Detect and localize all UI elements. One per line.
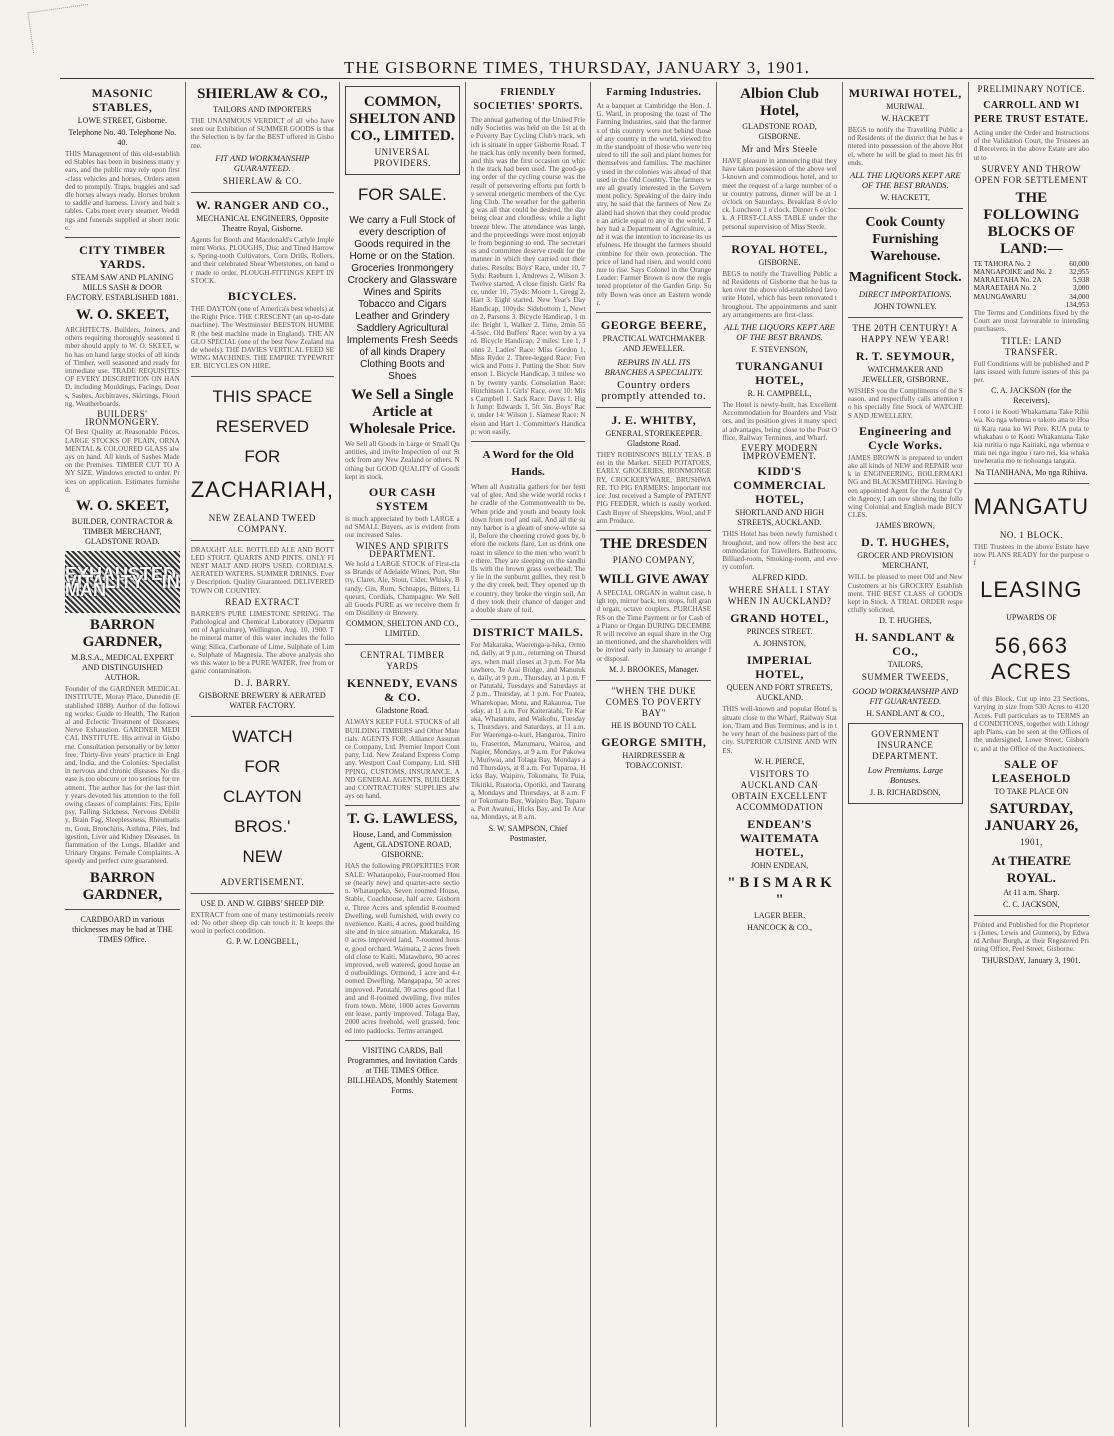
- sale-of-leasehold: SALE OF LEASEHOLD: [991, 756, 1071, 785]
- summer-tweeds: SUMMER TWEEDS,: [861, 672, 949, 683]
- sandlant-sub: TAILORS,: [887, 660, 923, 670]
- filler-text: THE Trustees in the above Estate have now PLANS READY for the purpose of: [973, 542, 1090, 568]
- city-timber-yards-heading: CITY TIMBER YARDS.: [79, 243, 166, 272]
- separator: [345, 1040, 460, 1041]
- happy-new-year: THE 20TH CENTURY! A HAPPY NEW YEAR!: [852, 323, 959, 345]
- universal-providers: UNIVERSAL PROVIDERS.: [373, 147, 431, 168]
- filler-text: Agents for Booth and Macdonald's Carlyle Implement Works. PLOUGHS, Disc and Tined Harrows, Spring-tooth Cultivators, Corn Drills, Rollers, and their celebrated Shear Whetstones, on hand or made to order. PLOUGH-FITTINGS KEPT IN STOCK.: [190, 235, 334, 285]
- tianihana-signature: Na TIANIHANA, Mo nga Rihiiva.: [975, 467, 1088, 477]
- muriwai-heading: MURIWAI HOTEL,: [848, 86, 962, 100]
- filler-text: EXTRACT from one of many testimonials received: No other sheep dip can touch it. It keeps the wool in perfect condition.: [190, 910, 334, 935]
- barron-gardner-sub: M.B.S.A., MEDICAL EXPERT AND DISTINGUISHED AUTHOR.: [71, 653, 174, 683]
- separator: [471, 441, 586, 442]
- column-1: [60, 82, 186, 1427]
- filler-text: BEGS to notify the Travelling Public and Residents of the district that he has entered into possession of the above Hotel, where he will be glad to meet his friends.: [847, 126, 963, 167]
- pierce-signature: W. H. PIERCE,: [754, 756, 805, 766]
- old-hands-heading: A Word for the Old Hands.: [482, 448, 574, 478]
- filler-text: We hold a LARGE STOCK of First-class Brands of Adelaide Wines, Port, Sherry, Claret, Ale, Stout, Cider, Whisky, Brandy, Gin, Rum, Schnapps, Bitters, Liqueurs, Cordials, Champagne. We Sell all Goods PURE as we receive them from Distillery or Brewery.: [344, 560, 460, 618]
- filler-text: BEGS to notify the Travelling Public and Residents of Gisborne that he has taken over the above old-established favourite Hotel, which has been renovated throughout. The appointments and sanitary arrangements are first-class.: [722, 269, 837, 319]
- filler-text: Of Best Quality at Reasonable Prices. LARGE STOCKS OF PLAIN, ORNAMENTAL & COLOURED GLASS always on hand. All kinds of Sashes Made on the Premises. TIMBER CUT TO ANY SIZE. Windows erected to order. Prices on application. Estimates furnished.: [65, 428, 180, 494]
- muriwai-sub: MURIWAI.: [886, 102, 925, 111]
- dresden-heading: THE DRESDEN: [600, 535, 708, 552]
- repairs-speciality: REPAIRS IN ALL ITS BRANCHES A SPECIALITY.: [604, 357, 703, 378]
- jackson-signature-2: C. C. JACKSON,: [1003, 899, 1060, 909]
- skeet-heading: W. O. SKEET,: [75, 307, 169, 324]
- filler-text: Founder of the GARDNER MEDICAL INSTITUTE, Moray Place, Dunedin (Established 1888). Author of the following works: Guide to Health, The Rational and Eclectic Treatment of Diseases, Nerve Exhaustion. GARDNER MEDICAL INSTITUTE. His arrival in Gisborne. Consultation personally or by letter free. Thirty-five years' practice in England, India, and the Colonies. Specialist in nervous and chronic diseases. No disease is too obscure or too serious for treatment. The author has for the last thirty years devoted his attention to the following classes of complaints: Fits, Epilepsy, Falling Sickness, Nervous Debility, Brain Fag, Sleeplessness, Rheumatism, Gout, Bronchitis, Asthma, Piles, Indigestion, Liver and Kidney Diseases. Inflammation of the Lungs, Bladder and Urinary Organs. Female Complaints. A speedy and perfect cure guaranteed.: [65, 685, 180, 866]
- filler-text: A SPECIAL ORGAN in walnut case, high top, mirror back, ten stops, full grand organ, octave couplers. PURCHASERS on the Time Payment or for Cash of a Piano or Organ DURING DECEMBER will receive an equal share in the Organ mentioned, and the shareholders will be invited early in January to arrange for disposal.: [596, 588, 712, 663]
- johnston-signature: A. JOHNSTON,: [753, 639, 807, 649]
- ranger-sub: MECHANICAL ENGINEERS, Opposite Theatre Royal, Gisborne.: [196, 213, 329, 233]
- jackson-signature-1: C. A. JACKSON (for the Receivers).: [991, 386, 1072, 406]
- sampson-signature: S. W. SAMPSON, Chief Postmaster.: [488, 823, 568, 843]
- filler-text: HAVE pleasure in announcing that they have taken possession of the above well-known and commodious hotel, and to meet the request of a large number of our country patrons, dinner will be at 1 o'clock on Saturdays. Breakfast 8 o'clock. Luncheon 1 o'clock. Dinner 6 o'clock. A FIRST-CLASS TABLE under the personal supervision of Miss Steele.: [722, 157, 837, 231]
- upwards-of: UPWARDS OF: [1006, 613, 1057, 623]
- sale-time: At 11 a.m. Sharp.: [1003, 887, 1060, 897]
- new-word: NEW: [242, 846, 283, 866]
- torn-corner: [27, 4, 93, 53]
- shierlaw-sub: TAILORS AND IMPORTERS: [213, 105, 312, 114]
- filler-text: THEY ROBINSON'S BILLY TEAS. Best in the Market. SEED POTATOES, EARLY. GROCERIES, IRONMONGERY, CROCKERYWARE, BRUSHWARE. TO PIG FARMERS: Important notice. Just received a Sample of PATENT PIG FEEDER, which is easily worked. Cash Buyer of Sheepskins, Wool, and Farm Produce.: [596, 451, 712, 525]
- separator: [974, 915, 1089, 916]
- brown-signature: JAMES BROWN,: [875, 521, 935, 531]
- filler-text: The Terms and Conditions fixed by the Court are most favourable to intending purchasers.: [973, 309, 1090, 334]
- common-shelton-signature: COMMON, SHELTON AND CO., LIMITED.: [346, 619, 459, 639]
- magnificent-stock: Magnificent Stock.: [848, 270, 962, 286]
- separator: [596, 680, 711, 681]
- royal-hotel-sub: GISBORNE.: [758, 257, 801, 267]
- sheep-dip: USE D. AND W. GIBBS' SHEEP DIP.: [200, 898, 325, 908]
- filler-text: THE UNANIMOUS VERDICT of all who have seen our Exhibition of SUMMER GOODS is that the Selection is by far the BEST offered in Gisborne.: [190, 117, 334, 150]
- stock-list: We carry a Full Stock of every description of Goods required in the Home or on the Station. Groceries Ironmongery Crockery and Glassware Wines and Spirits Tobacco and Cigars Leather and Grindery Saddlery Agricultural Implements Fresh Seeds of all kinds Drapery Clothing Boots and Shoes: [346, 215, 458, 382]
- imperial-hotel-heading: IMPERIAL HOTEL,: [746, 653, 813, 682]
- preliminary-notice: PRELIMINARY NOTICE.: [977, 84, 1086, 94]
- column-7: [843, 82, 969, 1427]
- acreage-heading: 56,663 ACRES: [990, 633, 1072, 685]
- filler-text: For Makaraka, Waerenga-a-hika, Ormond, daily, at 9 p.m., returning on Thursdays, when mail closes at 3 p.m. For Matawhero, Te Arai Bridge, and Manutuke, daily, at 9 p.m., Thursday, at 1 p.m. For Patutahi, Tuesdays and Saturdays at 2 p.m., Thursday, at 1 p.m. For Puatea, Wharekopae, Motu, and Rakauroa, Tuesday, at 11 a.m. For Kaiteratahi, Te Karaka, Whatatutu, and Waikohu, Tuesdays, Thursdays, and Saturdays, at 11 a.m. For Waerenga-o-kuri, Hangaroa, Tiniroto, Fraserton, Marumaru, Wairoa, and Napier, Mondays, at 9 a.m. For Pakowai, Muriwai, and Tolaga Bay, Mondays and Thursdays, at 8 a.m. For Tuparoa, Hicks Bay, Waipiro, Tokomaru, Te Puia, Tikitiki, Ruatoria, Opotiki, and Tauranga, Mondays and Thursdays, at 8 a.m. For Tokomaru Bay, Waipiro Bay, Tuparoa, Port Awanui, Hicks Bay, and Te Araroa, Mondays, at 8 a.m.: [470, 641, 586, 822]
- filler-text: of this Block. Cut up into 23 Sections, varying in size from 530 Acres to 4120 Acres. Full particulars as to TERMS and CONDITIONS, together with Lithograph Plans, can be seen at the Offices of the undersigned, Lowe Street, Gisborne, and at the Office of the Auctioneers.: [973, 695, 1090, 753]
- watch-word: WATCH: [232, 726, 293, 746]
- masthead-rule: [60, 78, 1094, 79]
- separator: [722, 236, 837, 237]
- filler-text: THIS Hotel has been newly furnished throughout, and now offers the best accommodation for Travellers. Bathrooms, Billiard-room, Smoking-room, and every comfort.: [722, 530, 837, 572]
- filler-text: WISHES you the Compliments of the Season, and respectfully calls attention to his specially fine Stock of WATCHES AND JEWELLERY.: [847, 387, 963, 420]
- filler-text: Full Conditions will be published and Plans issued with future issues of this paper.: [973, 359, 1090, 385]
- following-blocks: THE FOLLOWING BLOCKS OF LAND:—: [983, 189, 1080, 257]
- separator: [974, 483, 1089, 484]
- zachariah-heading: ZACHARIAH,: [190, 476, 334, 502]
- george-smith-heading: GEORGE SMITH,: [601, 734, 707, 749]
- every-modern-improvement: EVERY MODERN IMPROVEMENT.: [741, 443, 818, 462]
- separator: [471, 619, 586, 620]
- shierlaw-heading: SHIERLAW & CO.,: [197, 86, 328, 102]
- separator: [596, 530, 711, 531]
- skeet-heading-2: W. O. SKEET,: [75, 498, 169, 515]
- whitby-sub: GENERAL STOREKEEPER. Gladstone Road.: [605, 429, 703, 449]
- fit-guarantee: FIT AND WORKMANSHIP GUARANTEED.: [215, 152, 310, 173]
- column-8: [969, 82, 1094, 1427]
- separator: [848, 208, 963, 209]
- endean-signature: JOHN ENDEAN,: [750, 860, 809, 870]
- albion-club-heading: Albion Club Hotel,: [740, 86, 819, 119]
- george-smith-sub: HAIRDRESSER & TOBACCONIST.: [622, 750, 686, 770]
- mangatu-heading: MANGATU: [973, 493, 1090, 519]
- engineering-heading: Engineering and Cycle Works.: [859, 423, 952, 452]
- insurance-box: [848, 723, 963, 804]
- separator: [191, 540, 334, 541]
- george-beere-heading: GEORGE BEERE,: [600, 318, 707, 333]
- visiting-cards: VISITING CARDS, Ball Programmes, and Invitation Cards at THE TIMES Office. BILLHEADS, Monthly Statement Forms.: [347, 1045, 458, 1095]
- sandlant-heading: H. SANDLANT & CO.,: [854, 630, 956, 659]
- richardson-signature: J. B. RICHARDSON,: [870, 788, 941, 798]
- campbell-signature: R. H. CAMPBELL,: [747, 389, 812, 399]
- bismark-heading: " B I S M A R K ": [727, 874, 832, 908]
- columns: [60, 82, 1094, 1427]
- hughes-heading: D. T. HUGHES,: [861, 535, 950, 550]
- reserved-line-2: RESERVED: [215, 416, 309, 436]
- leasing-heading: LEASING: [980, 577, 1083, 603]
- filler-text: THE DAYTON (one of America's best wheels) at the Right Price. THE CRESCENT (an up-to-date machine). The Westminster BEESTON HUMBER (the best machine made in England). THE ANGLO SPECIAL (one of the best New Zealand made wheels). THE DAVIES VERTICAL FEED SEWING MACHINES. THE EMPIRE TYPEWRITER. BICYCLES ON HIRE.: [190, 305, 334, 371]
- country-orders: Country orders promptly attended to.: [601, 379, 707, 403]
- hughes-sub: GROCER AND PROVISION MERCHANT,: [857, 551, 954, 571]
- block-row: TE TAHORA No. 2 60,000: [973, 259, 1090, 268]
- cook-county-heading: Cook County Furnishing Warehouse.: [865, 215, 946, 265]
- albion-club-sub: GLADSTONE ROAD, GISBORNE.: [742, 122, 817, 141]
- separator: [191, 376, 334, 377]
- district-mails-heading: DISTRICT MAILS.: [472, 625, 584, 640]
- reserved-line-1: THIS SPACE: [212, 386, 313, 406]
- separator: [345, 805, 460, 806]
- turanganui-heading: TURANGANUI HOTEL,: [735, 359, 824, 388]
- carroll-heading: CARROLL AND WI PERE TRUST ESTATE.: [974, 100, 1089, 125]
- masonic-stables-sub: LOWE STREET, Gisborne.: [77, 116, 167, 125]
- builders-ironmongery: BUILDERS' IRONMONGERY.: [85, 409, 160, 428]
- bound-to-call: HE IS BOUND TO CALL: [611, 720, 697, 730]
- city-timber-sub: STEAM SAW AND PLANING MILLS SASH & DOOR FACTORY. ESTABLISHED 1881.: [66, 273, 179, 303]
- filler-text: At a banquet at Cambridge the Hon. J. G. Ward, in proposing the toast of The Farming Industries, said that the farmers of this country were not behind those of any country in the world, viewed from the standpoint of those who were required to till the soil and plant homes for themselves and families. The machinery used in the colonies was ahead of that used in the Old Country. The farmers were all greatly interested in the Government policy. Speaking of the dairy industry, he said that the farmers of New Zealand had shown that they could produce an article equal to any in the world. They had a Department of Agriculture, and it was the intention to increase its usefulness. He thought the farmers should combine for their own protection. The price of land had risen, and would continue to rise. Says Colonel in the Orange Leader: Farmer Brown is now the registered proprietor of the Garden Grip. Surely Bown was once an Eastern wonder.: [596, 102, 712, 307]
- kidd-signature: ALFRED KIDD.: [752, 573, 808, 583]
- imperial-hotel-sub: QUEEN AND FORT STREETS, AUCKLAND.: [726, 683, 833, 703]
- whitby-heading: J. E. WHITBY,: [611, 413, 697, 428]
- visitors-to-auckland: VISITORS TO AUCKLAND CAN OBTAIN EXCELLENT ACCOMMODATION: [731, 768, 828, 812]
- filler-text: THIS Management of this old-established Stables has been in business many years, and the public may rely upon first-class vehicles and horses. Orders attended to promptly. Traps, buggies and saddle horses always ready. Horses broken to saddle and harness. Livery and bait stables. Cabs meet every steamer. Weddings and funerals supplied at short notice.: [65, 150, 180, 232]
- column-2: [186, 82, 340, 1427]
- column-6: [717, 82, 843, 1427]
- seymour-sub: WATCHMAKER AND JEWELLER, GISBORNE.: [862, 365, 949, 385]
- filler-text: I roto i te Kooti Whakamana Take Rihiiwa. Ko nga whenua e takoto ana te Hoani Kara raua ko Wi Pere. KUA puta te whakahau o te Kooti Whakamana Take kia ruritia o nga Kaitiaki, nga whenua e mau nei nga ingoa i raro nei, kia whakatuwheratia mo te nohoanga tangata.: [973, 408, 1090, 466]
- hancock-signature: HANCOCK & CO.,: [747, 922, 812, 932]
- block-row: MARAETAHA No. 2 3,000: [973, 284, 1090, 293]
- separator: [191, 716, 334, 717]
- filler-text: THIS well-known and popular Hotel is situate close to the Wharf, Railway Station, Tram and Bus Terminus, and is in the very heart of the business part of the city. SUPERIOR CUISINE AND WINES.: [722, 705, 837, 755]
- common-shelton-heading: COMMON, SHELTON AND CO., LIMITED.: [349, 94, 456, 144]
- brookes-signature: M. J. BROOKES, Manager.: [609, 664, 699, 674]
- separator: [191, 893, 334, 894]
- tweed-company: NEW ZEALAND TWEED COMPANY.: [208, 512, 316, 534]
- duke-quote: "WHEN THE DUKE COMES TO POVERTY BAY": [605, 685, 702, 718]
- separator: [65, 909, 180, 910]
- filler-text: WILL be pleased to meet Old and New Customers at his GROCERY Establishment. THE BEST CLASS of GOODS kept in Stock. A TRIAL ORDER respectfully solicited.: [847, 573, 963, 615]
- lawless-heading: T. G. LAWLESS,: [347, 811, 458, 828]
- skeet-sub: BUILDER, CONTRACTOR & TIMBER MERCHANT, GLADSTONE ROAD.: [71, 517, 173, 547]
- kidds-heading: KIDD'S COMMERCIAL HOTEL,: [733, 464, 826, 507]
- best-brands-notice-2: ALL THE LIQUORS KEPT ARE OF THE BEST BRANDS.: [850, 170, 961, 191]
- filler-text: When all Australia gathers for her festival of glee, And she wide world rocks the cradle of the Commonwealth to be, When pride and youth and beauty look down from roof and rail, And all the sunny harbor is a gleam of snow-white sail, Before the cheering crowd goes by, before the rockets flare, Let us drink one toast in silence to the men who won't be there. They are sleeping on the sandhills with the brown grass overhead; They lie in the sunburnt gullies, they rest by the dry creek bed; They opened up the country, they broke the virgin soil, And they took their chance of danger and a double share of toil.: [470, 482, 586, 614]
- column-3: [340, 82, 466, 1427]
- single-article-heading: We Sell a Single Article at Wholesale Price.: [349, 387, 456, 437]
- filler-text: Acting under the Order and Instructions of the Validation Court, the Trustees and Receivers in the above Estate are about to: [973, 129, 1090, 162]
- imprint: Printed and Published for the Proprietors (Jones, Lewis and Gunners), by Edward Arthur Burgh, at their Registered Printing Office, Peel Street, Gisborne.: [973, 920, 1090, 954]
- exhausted-vitality-illustration: EXHAUSTED VITALITY IN MAN: [65, 551, 180, 613]
- filler-text: The annual gathering of the United Friendly Societies was held on the 1st at the Poverty Bay Cycling Club's track, which is situate in upper Gisborne Road. The track has only recently been formed, and this was the first occasion on which the track had been used. The good-going order of the cycling course was the result of persevering efforts put forth by several energetic members of the Cycling Club. The weather for the gathering was all that could be desired, the day being clear and cloudless, while a light breeze blew. The attendance was large, and the proceedings were most enjoyable from beginning to end. The secretaries and committee deserve credit for the manner in which they carried out their duties. Results: Boys' Race, under 10, 75yds: Raeburn 1, Andrews 2, Wilson 3. Twelve started. A close finish. Girls' Race, under 10, 75yds: Moore 1, Gregg 2, Hart 3. Eight started. New Year's Day Handicap, 100yds: Sidebottom 1, Newton 2, Parsons 3. Bicycle Handicap, 1 mile: Bright 1, Walker 2. Time, 2min 55 4-5sec. Old Buffers' Race: won by a yard. Bicycle Handicap, 2 miles: Lee 1, Johns 2. Ladies' Race: Miss Gordon 1, Miss Ryder 2. Three-legged Race: Fenwick and Potts 1. Putting the Shot: Stevenson 1. Bicycle Handicap, 3 miles: won by twenty yards. Consolation Race: Hutchinson 1. Girls' Race, over 10: Miss Campbell 1. Sack Race: Davis 1. High Jump: Edwards 1, 5ft 3in. Boys' Race, under 14: Wilson 1. Siamese Race: Nelson and Hart 1. Committee's Handicap: won easily.: [470, 116, 586, 436]
- steele-heading: Mr and Mrs Steele: [741, 144, 818, 154]
- separator: [848, 317, 963, 318]
- survey-heading: SURVEY AND THROW OPEN FOR SETTLEMENT: [974, 163, 1088, 185]
- saturday-heading: SATURDAY, JANUARY 26,: [984, 800, 1079, 834]
- for-sale-heading: FOR SALE.: [357, 185, 447, 204]
- cardboard-notice: CARDBOARD in various thicknesses may be had at THE TIMES Office.: [72, 914, 173, 944]
- workmanship-guarantee: GOOD WORKMANSHIP AND FIT GUARANTEED.: [852, 686, 959, 707]
- filler-text: DRAUGHT ALE. BOTTLED ALE AND BOTTLED STOUT. QUARTS AND PINTS. ONLY FINEST MALT AND HOPS USED. CORDIALS. AERATED WATERS. SUMMER DRINKS. Every Description. Quality Guaranteed. DELIVERED TOWN OR COUNTRY.: [190, 545, 334, 595]
- column-4: [466, 82, 592, 1427]
- hackett-signature-2: W. HACKETT,: [880, 193, 931, 203]
- column-5: [591, 82, 717, 1427]
- dresden-sub: PIANO COMPANY,: [612, 554, 695, 565]
- grand-hotel-sub: PRINCES STREET.: [746, 627, 813, 637]
- best-brands-notice: ALL THE LIQUORS KEPT ARE OF THE BEST BRANDS.: [724, 322, 835, 343]
- block-row: MANGAPOIKE and No. 2 32,955: [973, 268, 1090, 277]
- wines-department: WINES AND SPIRITS DEPARTMENT.: [355, 540, 449, 559]
- central-timber-heading: CENTRAL TIMBER YARDS: [360, 650, 445, 672]
- sandlant-signature: H. SANDLANT & CO.,: [866, 709, 945, 719]
- endeans-heading: ENDEAN'S WAITEMATA HOTEL,: [739, 816, 820, 859]
- grand-hotel-heading: GRAND HOTEL,: [730, 611, 829, 626]
- block-row: MAUNGAWARU 34,000: [973, 292, 1090, 301]
- imprint-date: THURSDAY, January 3, 1901.: [982, 955, 1081, 965]
- filler-text: The Hotel is newly-built, has Excellent Accommodation for Boarders and Visitors, and its position gives it many special advantages, being close to the Post Office, Railway Terminus, and Wharf.: [722, 401, 837, 442]
- title-land-transfer: TITLE: LAND TRANSFER.: [1001, 335, 1062, 357]
- lager-beer: LAGER BEER.: [754, 910, 806, 920]
- advertisement-word: ADVERTISEMENT.: [220, 876, 305, 887]
- filler-text: BARKER'S PURE LIMESTONE SPRING. The Pathological and Chemical Laboratory (Department of Agriculture), Wellington, Aug. 10, 1900. The mineral matter of this water includes the following: Silica, Carbonate of Lime, Sulphate of Lime, Sulphate of Magnesia. The above analysis shows this water to be a PURE WATER, free from organic contamination.: [190, 609, 334, 676]
- filler-text: HAS the following PROPERTIES FOR SALE: Whataupoko, Four-roomed House (nearly new) and quarter-acre section. Whataupoko, Seven roomed House, Stable, Coachhouse, half acre. Gisborne, Three Acres and splendid 8-roomed Dwelling, well furnished, with every convenience. Kaiti, 4 acres, good building site and in nice situation. Makaraka, 160 acres improved land, 7-roomed house, good orchard. Waimata, 2 acres freehold close to Kaiti. Matawhero, 90 acres improved, well watered, good house and outbuildings. Ormond, 1 acre and 4-roomed Dwelling. Mangapapa, 50 acres improved. Patutahi, 30 acres good flat land and 8-roomed dwelling, five miles from town. Mote, 1000 acres Government lease, partly improved. Tolaga Bay, 2000 acres freehold, well grassed, fenced into paddocks. Terms arranged.: [344, 862, 460, 1035]
- filler-text: JAMES BROWN is prepared to undertake all kinds of NEW and REPAIR work in ENGINEERING, BOILERMAKING and BLACKSMITHING. Having been appointed Agent for the Austral Cycle Agency, I am now showing the following Colonial and English made BICYCLES.: [847, 453, 963, 520]
- direct-importations: DIRECT IMPORTATIONS.: [858, 289, 952, 300]
- barron-gardner-heading: BARRON GARDNER,: [82, 617, 163, 651]
- clayton-word: CLAYTON: [222, 786, 302, 806]
- to-take-place-on: TO TAKE PLACE ON: [994, 786, 1069, 796]
- separator: [191, 192, 334, 193]
- low-premiums: Low Premiums. Large Bonuses.: [867, 765, 943, 786]
- block-row: MARAETAHA No. 2A 5,938: [973, 276, 1090, 285]
- longbell-signature: G. P. W. LONGBELL,: [226, 937, 299, 947]
- read-extract: READ EXTRACT: [225, 596, 300, 607]
- block-total: 134,953: [1065, 300, 1090, 309]
- cash-system-heading: OUR CASH SYSTEM: [368, 485, 436, 514]
- barry-heading: D. J. BARRY.: [234, 677, 291, 688]
- kidds-sub: SHORTLAND AND HIGH STREETS, AUCKLAND.: [735, 508, 824, 528]
- bicycles-heading: BICYCLES.: [227, 289, 297, 304]
- masthead: THE GISBORNE TIMES, THURSDAY, JANUARY 3, 1901.: [343, 58, 811, 77]
- common-shelton-box: [345, 86, 460, 175]
- separator: [345, 644, 460, 645]
- separator: [596, 312, 711, 313]
- mangatu-sub: NO. 1 BLOCK.: [999, 529, 1063, 540]
- seymour-heading: R. T. SEYMOUR,: [855, 349, 955, 364]
- hackett-signature-1: W. HACKETT: [881, 114, 930, 123]
- theatre-royal: At THEATRE ROYAL.: [991, 852, 1072, 885]
- blocks-table: [974, 260, 1089, 309]
- friendly-societies-heading: FRIENDLY SOCIETIES' SPORTS.: [473, 87, 583, 112]
- filler-text: ARCHITECTS, Builders, Joiners, and others requiring thoroughly seasoned timber should apply to W. O. SKEET, who has on hand large stocks of all kinds of Timber, well seasoned and ready for immediate use. TRADE REQUISITES OF EVERY DESCRIPTION ON HAND, including Mouldings, Facings, Doors, Sashes, Architraves, Skirtings, Flooring, Weatherboards.: [65, 326, 180, 408]
- filler-text: We Sell all Goods in Large or Small Quantities, and invite Inspection of our Stock from any New Zealand or others. Nothing but GOOD QUALITY of Goods kept in stock.: [344, 440, 460, 481]
- for-word: FOR: [244, 756, 281, 776]
- brewery-sub: GISBORNE BREWERY & AERATED WATER FACTORY.: [199, 690, 326, 710]
- insurance-heading: GOVERNMENT INSURANCE DEPARTMENT.: [871, 729, 940, 762]
- will-give-away: WILL GIVE AWAY: [598, 570, 710, 586]
- farming-industries-heading: Farming Industries.: [606, 87, 702, 98]
- reserved-line-3: FOR: [244, 446, 281, 466]
- filler-text: is much appreciated by both LARGE and SMALL Buyers, as is evident from our increased Sales.: [344, 515, 460, 540]
- kennedy-evans-sub: Gladstone Road.: [375, 706, 430, 716]
- townley-signature: JOHN TOWNLEY.: [873, 302, 937, 312]
- year-1901: 1901,: [1019, 836, 1043, 847]
- separator: [596, 407, 711, 408]
- bros-word: BROS.': [234, 816, 291, 836]
- kennedy-evans-heading: KENNEDY, EVANS & CO.: [346, 676, 458, 705]
- masonic-stables-heading: MASONIC STABLES,: [91, 86, 154, 114]
- shierlaw-signature: SHIERLAW & CO.: [222, 175, 302, 186]
- hughes-signature: D. T. HUGHES,: [879, 616, 932, 626]
- telephone-line: Telephone No. 40. Telephone No. 40.: [68, 128, 177, 147]
- ranger-heading: W. RANGER AND CO.,: [195, 197, 329, 212]
- george-beere-sub: PRACTICAL WATCHMAKER AND JEWELLER.: [602, 334, 706, 354]
- where-to-stay: WHERE SHALL I STAY WHEN IN AUCKLAND?: [727, 585, 832, 607]
- filler-text: ALWAYS KEEP FULL STOCKS of all BUILDING TIMBERS and Other Materials. AGENTS FOR: Alliance Assurance Company, Ltd. Premier Import Company, Ltd. New Zealand Express Company. Westport Coal Company, Ltd. SHIPPING, CUSTOMS, INSURANCE, AND GENERAL AGENTS. BUILDERS and CONTRACTORS' SUPPLIES always on hand.: [344, 718, 460, 801]
- barron-gardner-heading-2: BARRON GARDNER,: [82, 869, 163, 903]
- separator: [65, 237, 180, 238]
- royal-hotel-heading: ROYAL HOTEL,: [731, 241, 828, 256]
- stevenson-signature: F. STEVENSON,: [751, 345, 808, 355]
- lawless-sub: House, Land, and Commission Agent, GLADSTONE ROAD, GISBORNE.: [352, 830, 452, 860]
